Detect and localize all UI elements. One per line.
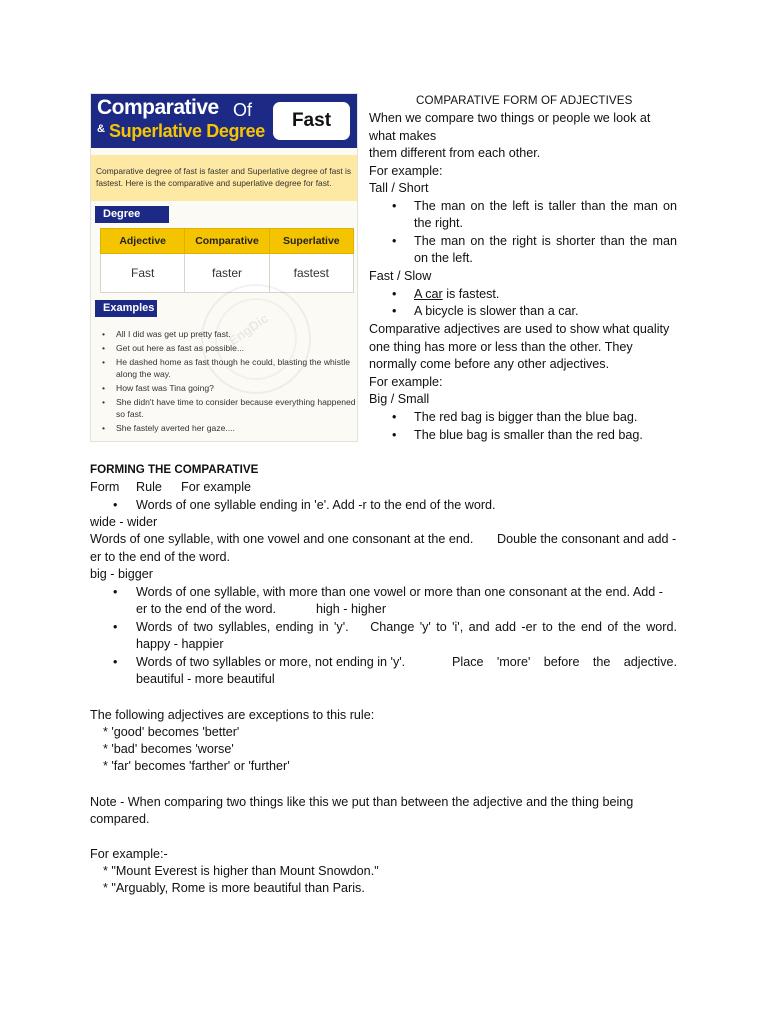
list-item: * "Arguably, Rome is more beautiful than Paris. (103, 881, 365, 895)
for-example-label: For example: (369, 164, 443, 178)
rule-text: Place 'more' before the adjective. (452, 655, 677, 669)
rule-example: wide - wider (90, 515, 158, 529)
degree-table-cell: fastest (269, 254, 353, 293)
rule-text: Words of one syllable ending in 'e'. Add -r to the end of the word. (136, 498, 496, 512)
examples-list (99, 328, 357, 436)
intro-line: what makes (369, 129, 437, 143)
list-item: • She didn't have time to consider because everything happened so fast. (99, 396, 357, 421)
list-item: • She fastely averted her gaze.... (99, 422, 357, 434)
adjective-pair: Big / Small (369, 392, 430, 406)
column-example: For example (181, 480, 251, 494)
underlined-phrase: A car (414, 287, 443, 301)
watermark-text: EngDic (225, 310, 272, 349)
bullet-text: The blue bag is smaller than the red bag. (414, 428, 643, 442)
list-item: • How fast was Tina going? (99, 382, 357, 394)
bullet-icon: • (392, 410, 397, 424)
bullet-icon: • (113, 585, 118, 599)
bullet-icon: • (392, 287, 397, 301)
intro-line: When we compare two things or people we look at (369, 111, 651, 125)
rule-text: er to the end of the word. (90, 550, 231, 564)
bullet-icon: • (113, 655, 118, 669)
paragraph-line: one thing has more or less than the other. They (369, 340, 633, 354)
adjective-pair: Fast / Slow (369, 269, 432, 283)
rule-example: big - bigger (90, 567, 154, 581)
adjective-pair: Tall / Short (369, 181, 429, 195)
bullet-icon: • (113, 620, 118, 634)
note-line: compared. (90, 812, 150, 826)
paragraph-line: normally come before any other adjectives. (369, 357, 610, 371)
bullet-icon: • (392, 428, 397, 442)
column-rule: Rule (136, 480, 162, 494)
infographic-description: Comparative degree of fast is faster and Superlative degree of fast is fastest. Here is the comparative and superlative degree for fast. (91, 155, 357, 201)
rule-text: Words of one syllable, with one vowel and one consonant at the end. (90, 532, 474, 546)
bullet-text-rest: is fastest. (442, 287, 500, 301)
infographic-title-of: Of (233, 100, 253, 120)
rule-text: er to the end of the word. (136, 602, 277, 616)
rule-example: beautiful - more beautiful (136, 672, 275, 686)
list-item: * 'far' becomes 'farther' or 'further' (103, 759, 290, 773)
examples-label: Examples (95, 300, 157, 317)
degree-table-header: Comparative (185, 229, 269, 254)
bullet-text: the right. (414, 216, 464, 230)
degree-table-header: Adjective (101, 229, 185, 254)
column-form: Form (90, 480, 120, 494)
rule-example: happy - happier (136, 637, 224, 651)
bullet-icon: • (392, 304, 397, 318)
bullet-icon: • (392, 234, 397, 248)
bullet-text: A bicycle is slower than a car. (414, 304, 579, 318)
infographic-title-line1: Comparative (97, 96, 219, 119)
list-item: * 'good' becomes 'better' (103, 725, 240, 739)
bullet-text: The man on the left is taller than the man on (414, 199, 677, 213)
bullet-text: The red bag is bigger than the blue bag. (414, 410, 638, 424)
infographic-title-ampersand: & (97, 123, 105, 135)
bullet-text (414, 287, 499, 301)
list-item: * "Mount Everest is higher than Mount Snowdon." (103, 864, 379, 878)
rule-example: high - higher (316, 602, 387, 616)
note-line: Note - When comparing two things like this we put than between the adjective and the thing being (90, 795, 634, 809)
paragraph-line: Comparative adjectives are used to show what quality (369, 322, 670, 336)
degree-table-cell: faster (185, 254, 269, 293)
infographic-image (90, 93, 358, 442)
degree-table-header: Superlative (269, 229, 353, 254)
intro-line: them different from each other. (369, 146, 541, 160)
list-item: • All I did was get up pretty fast. (99, 328, 357, 340)
exceptions-intro: The following adjectives are exceptions to this rule: (90, 708, 375, 722)
bullet-icon: • (392, 199, 397, 213)
degree-table-header-row (101, 229, 354, 254)
for-example-label: For example: (369, 375, 443, 389)
bullet-text: The man on the right is shorter than the man (414, 234, 677, 248)
list-item: • Get out here as fast as possible... (99, 342, 357, 354)
rule-text: Double the consonant and add - (497, 532, 677, 546)
rule-text: Words of one syllable, with more than one vowel or more than one consonant at the end. Add - (136, 585, 663, 599)
section-heading: FORMING THE COMPARATIVE (90, 463, 259, 476)
degree-table (100, 228, 354, 293)
list-item: * 'bad' becomes 'worse' (103, 742, 234, 756)
right-heading: COMPARATIVE FORM OF ADJECTIVES (416, 94, 633, 107)
rule-text: Words of two syllables, ending in 'y'. Change 'y' to 'i', and add -er to the end of the word. (136, 620, 677, 634)
degree-table-cell: Fast (101, 254, 185, 293)
rule-text: Words of two syllables or more, not ending in 'y'. (136, 655, 406, 669)
for-example-label: For example:- (90, 847, 168, 861)
degree-table-label: Degree (95, 206, 169, 223)
degree-table-row (101, 254, 354, 293)
list-item: • He dashed home as fast though he could, blasting the whistle along the way. (99, 356, 357, 381)
infographic-title-line2: Superlative Degree (109, 121, 265, 141)
bullet-text: on the left. (414, 251, 473, 265)
infographic-word-box: Fast (273, 102, 350, 140)
bullet-icon: • (113, 498, 118, 512)
